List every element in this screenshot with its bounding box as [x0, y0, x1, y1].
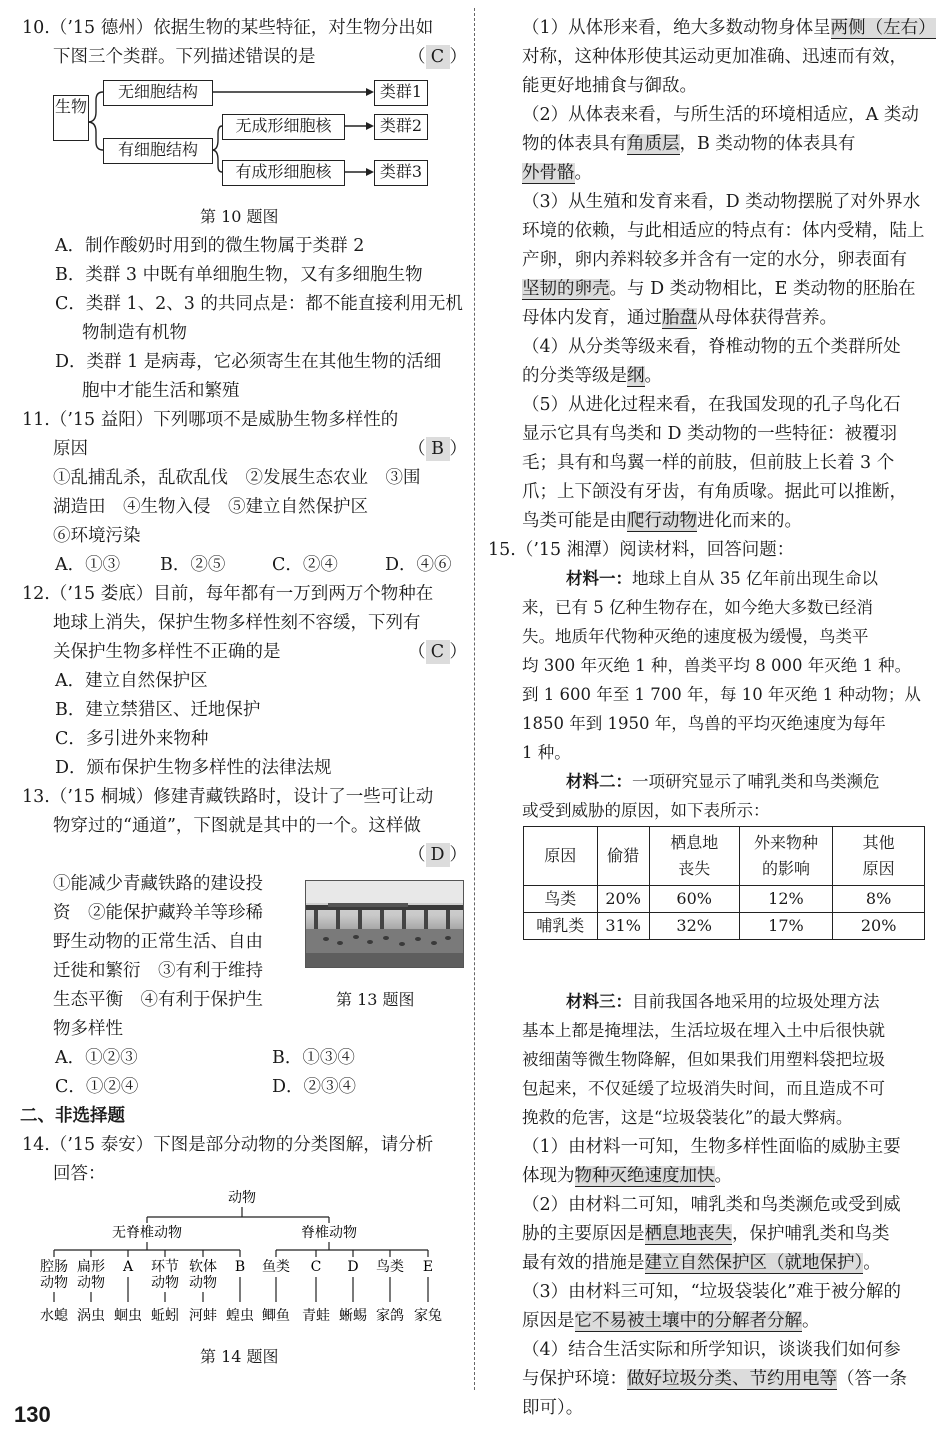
header-other-1: 其他	[862, 833, 895, 852]
q14-part2-line1: （2）从体表来看，与所生活的环境相适应，A 类动	[522, 105, 919, 125]
q15-material3-line5: 挽救的危害，这是“垃圾袋装化”的最大弊病。	[522, 1108, 853, 1127]
q15-a2-text-a: 胁的主要原因是	[522, 1224, 645, 1244]
q15-material1-label: 材料一：	[566, 569, 632, 588]
column-divider	[474, 8, 475, 1390]
tree-node-fish: 鱼类	[262, 1259, 290, 1275]
q15-material3-line1	[566, 990, 880, 1014]
q14-caption: 第 14 题图	[200, 1347, 279, 1366]
row-birds-habitat: 60%	[649, 886, 739, 913]
q10-option-d-line1: D．类群 1 是病毒，它必须寄生在其他生物的活细	[55, 352, 442, 372]
q10-caption: 第 10 题图	[200, 207, 279, 226]
q12-answer-value: C	[426, 640, 450, 664]
q15-answer1-line2	[522, 1164, 732, 1188]
row-birds-poach: 20%	[597, 886, 649, 913]
tree-node-b: B	[234, 1259, 246, 1275]
tree-leaf-pigeon: 家鸽	[376, 1308, 404, 1324]
q13-text-line2: 资 ②能保护藏羚羊等珍稀	[53, 903, 263, 923]
q12-answer: （ C ）	[408, 642, 467, 662]
tree-node-bird: 鸟类	[376, 1259, 404, 1275]
q15-material1-line7: 1 种。	[522, 743, 571, 762]
q15-material3-line3: 被细菌等微生物降解，但如果我们用塑料袋把垃圾	[522, 1050, 885, 1069]
q12-stem-line1: 12.（’15 娄底）目前，每年都有一万到两万个物种在	[22, 584, 434, 604]
q15-answer3-line1: （3）由材料三可知，“垃圾袋装化”难于被分解的	[522, 1282, 902, 1302]
q15-material3-line4: 包起来，不仅延缓了垃圾消失时间，而且造成不可	[522, 1079, 885, 1098]
q10-answer-value: C	[426, 45, 450, 69]
q11-option-a: A．①③	[55, 555, 121, 575]
header-alien-2: 的影响	[761, 859, 810, 878]
q15-material2-label: 材料二：	[566, 772, 632, 791]
tree-leaf-lizard: 蜥蜴	[339, 1308, 367, 1324]
tree-node-cnidaria-2: 动物	[40, 1275, 68, 1291]
q14-p5-answer: 爬行动物	[627, 511, 697, 531]
row-mammals-alien: 17%	[739, 913, 833, 940]
page-number: 130	[14, 1402, 51, 1427]
q13-text-line5: 生态平衡 ④有利于保护生	[53, 990, 263, 1010]
q14-p1-answer: 两侧（左右）	[830, 18, 936, 38]
q14-p4-text-a: 的分类等级是	[522, 366, 627, 386]
q14-p2-text-c: 。	[574, 163, 592, 183]
q14-part3-line4	[522, 277, 916, 301]
q13-text-line6: 物多样性	[53, 1019, 123, 1039]
q12-option-c: C．多引进外来物种	[55, 729, 209, 749]
tree-node-cnidaria-1: 腔肠	[40, 1259, 68, 1275]
q15-material1-text: 地球上自从 35 亿年前出现生命以	[632, 569, 878, 588]
q14-p3-text-c: 从母体获得营养。	[697, 308, 837, 328]
row-birds-other: 8%	[833, 886, 925, 913]
tree-node-annelid-1: 环节	[151, 1259, 179, 1275]
q13-stem-line1: 13.（’15 桐城）修建青藏铁路时，设计了一些可让动	[22, 787, 434, 807]
q15-answer4-line1: （4）结合生活实际和所学知识，谈谈我们如何参	[522, 1340, 901, 1360]
q14-part5-line1: （5）从进化过程来看，在我国发现的孔子鸟化石	[522, 395, 901, 415]
q14-p3-text-a: 。与 D 类动物相比，E 类动物的胚胎在	[609, 279, 916, 299]
q14-p3-text-b: 母体内发育，通过	[522, 308, 662, 328]
q14-part5-line3: 毛；具有和鸟翼一样的前肢，但前肢上长着 3 个	[522, 453, 895, 473]
q15-a2-text-b: ，保护哺乳类和鸟类	[732, 1224, 890, 1244]
q13-option-b: B．①③④	[272, 1048, 355, 1068]
tree-node-flatworm-2: 动物	[77, 1275, 105, 1291]
q13-caption: 第 13 题图	[336, 990, 415, 1009]
q11-items-line1: ①乱捕乱杀，乱砍乱伐 ②发展生态农业 ③围	[53, 468, 421, 488]
q11-items-line2: 湖造田 ④生物入侵 ⑤建立自然保护区	[53, 497, 368, 517]
tree-leaf-roundworm: 蛔虫	[114, 1308, 142, 1324]
q14-part2-line3	[522, 161, 592, 185]
q12-option-d: D．颁布保护生物多样性的法律法规	[55, 758, 332, 778]
header-other	[833, 827, 925, 886]
q15-material3-label: 材料三：	[566, 992, 632, 1011]
tree-vertebrates: 脊椎动物	[301, 1225, 357, 1241]
q15-material3-text: 目前我国各地采用的垃圾处理方法	[632, 992, 880, 1011]
tree-invertebrates: 无脊椎动物	[112, 1225, 182, 1241]
tree-leaf-mussel: 河蚌	[189, 1308, 217, 1324]
q13-stem-line2: 物穿过的“通道”，下图就是其中的一个。这样做	[53, 816, 421, 836]
q14-p5-text-a: 鸟类可能是由	[522, 511, 627, 531]
q10-option-b: B．类群 3 中既有单细胞生物，又有多细胞生物	[55, 265, 423, 285]
q15-a1-answer: 物种灭绝速度加快	[574, 1166, 715, 1186]
q14-part5-line2: 显示它具有鸟类和 D 类动物的一些特征：被覆羽	[522, 424, 898, 444]
q15-answer4-line3: 即可）。	[522, 1398, 584, 1418]
q10-option-c-line1: C．类群 1、2、3 的共同点是：都不能直接利用无机	[55, 294, 463, 314]
bridge-illustration	[306, 881, 463, 967]
q15-material2-line2: 或受到威胁的原因，如下表所示：	[522, 801, 770, 820]
q10-node-group1: 类群1	[374, 80, 428, 106]
row-mammals-poach: 31%	[597, 913, 649, 940]
q15-stem: 15.（’15 湘潭）阅读材料，回答问题：	[488, 540, 795, 560]
table-row	[524, 886, 925, 913]
q10-option-c-line2: 物制造有机物	[82, 323, 187, 343]
q11-option-b: B．②⑤	[160, 555, 226, 575]
section-2-heading: 二、非选择题	[20, 1106, 125, 1126]
tree-leaf-planarian: 涡虫	[77, 1308, 105, 1324]
q15-material2-text: 一项研究显示了哺乳类和鸟类濒危	[632, 772, 880, 791]
q13-option-d: D．②③④	[272, 1077, 357, 1097]
row-birds-alien: 12%	[739, 886, 833, 913]
tree-leaf-hydra: 水螅	[40, 1308, 68, 1324]
q10-node-no-cell: 无细胞结构	[103, 80, 213, 106]
q10-stem-line2: 下图三个类群。下列描述错误的是	[53, 47, 316, 67]
q14-stem-line1: 14.（’15 泰安）下图是部分动物的分类图解，请分析	[22, 1135, 434, 1155]
q15-a2-text-c: 最有效的措施是	[522, 1253, 645, 1273]
q15-material1-line3: 失。地质年代物种灭绝的速度极为缓慢，鸟类平	[522, 627, 869, 646]
q15-material1-line4: 均 300 年灭绝 1 种，兽类平均 8 000 年灭绝 1 种。	[522, 656, 912, 675]
q14-part1-line1	[522, 16, 936, 40]
q11-answer: （ B ）	[408, 439, 467, 459]
tree-leaf-crucian: 鲫鱼	[262, 1308, 290, 1324]
q14-p3-answer-1: 坚韧的卵壳	[522, 279, 610, 299]
q15-a3-text-a: 原因是	[522, 1311, 575, 1331]
q10-node-has-cell: 有细胞结构	[103, 138, 213, 164]
q11-stem-line2: 原因	[53, 439, 88, 459]
row-mammals-habitat: 32%	[649, 913, 739, 940]
q14-part1-line2: 对称，这种体形使其运动更加准确、迅速而有效，	[522, 47, 907, 67]
q15-a3-text-b: 。	[802, 1311, 820, 1331]
q14-p3-answer-2: 胎盘	[662, 308, 697, 328]
table-row	[524, 913, 925, 940]
q15-answer2-line1: （2）由材料二可知，哺乳类和鸟类濒危或受到威	[522, 1195, 901, 1215]
tree-node-mollusk-2: 动物	[189, 1275, 217, 1291]
q15-material3-line2: 基本上都是掩埋法，生活垃圾在埋入土中后很快就	[522, 1021, 885, 1040]
tree-leaf-rabbit: 家兔	[414, 1308, 442, 1324]
q14-p2-text-a: 物的体表具有	[522, 134, 627, 154]
q14-part5-line5	[522, 509, 802, 533]
q15-answer2-line2	[522, 1222, 890, 1246]
row-mammals-other: 20%	[833, 913, 925, 940]
header-alien-1: 外来物种	[753, 833, 818, 852]
q15-a2-text-d: 。	[863, 1253, 881, 1273]
q15-material2-line1	[566, 770, 880, 794]
q15-a2-answer-2: 建立自然保护区（就地保护）	[644, 1253, 864, 1273]
q15-material1-line2: 来，已有 5 亿种生物存在，如今绝大多数已经消	[522, 598, 873, 617]
header-poaching: 偷猎	[597, 827, 649, 886]
tree-node-d: D	[347, 1259, 359, 1275]
q10-node-no-nucleus: 无成形细胞核	[222, 114, 345, 140]
q14-p2-answer-2: 外骨骼	[522, 163, 575, 183]
q10-stem-line1: 10.（’15 德州）依据生物的某些特征，对生物分出如	[22, 18, 434, 38]
q14-part1-line3: 能更好地捕食与御敌。	[522, 76, 697, 96]
q15-answer2-line3	[522, 1251, 881, 1275]
q10-node-has-nucleus: 有成形细胞核	[222, 160, 345, 186]
tree-node-annelid-2: 动物	[151, 1275, 179, 1291]
q15-answer4-line2	[522, 1367, 907, 1391]
q13-text-line3: 野生动物的正常生活、自由	[53, 932, 263, 952]
q13-bridge-photo	[305, 880, 464, 968]
tree-leaf-locust: 蝗虫	[226, 1308, 254, 1324]
q14-p4-answer: 纲	[627, 366, 645, 386]
q14-p5-text-b: 进化而来的。	[697, 511, 802, 531]
tree-node-flatworm-1: 扁形	[77, 1259, 105, 1275]
q13-option-a: A．①②③	[55, 1048, 138, 1068]
q15-material1-line1	[566, 567, 878, 591]
q14-part2-line2	[522, 132, 855, 156]
row-birds-name: 鸟类	[524, 886, 598, 913]
q15-a3-answer: 它不易被土壤中的分解者分解	[574, 1311, 802, 1331]
tree-node-mollusk-1: 软体	[189, 1259, 217, 1275]
q15-a2-answer-1: 栖息地丧失	[644, 1224, 732, 1244]
tree-node-e: E	[422, 1259, 434, 1275]
q11-answer-value: B	[426, 437, 450, 461]
q13-text-line4: 迁徙和繁衍 ③有利于维持	[53, 961, 263, 981]
q14-part3-line5	[522, 306, 837, 330]
tree-leaf-frog: 青蛙	[302, 1308, 330, 1324]
header-other-2: 原因	[862, 859, 895, 878]
q14-part3-line2: 环境的依赖，与此相适应的特点有：体内受精，陆上	[522, 221, 925, 241]
q13-text-line1: ①能减少青藏铁路的建设投	[53, 874, 263, 894]
q15-a1-text-b: 。	[714, 1166, 732, 1186]
q10-answer: （ C ）	[408, 47, 467, 67]
q12-stem-line3: 关保护生物多样性不正确的是	[53, 642, 281, 662]
q14-stem-line2: 回答：	[53, 1164, 106, 1184]
q15-answer3-line2	[522, 1309, 820, 1333]
tree-node-c: C	[310, 1259, 322, 1275]
q14-p1-text: （1）从体形来看，绝大多数动物身体呈	[522, 18, 831, 38]
tree-node-a: A	[122, 1259, 134, 1275]
q10-option-a: A．制作酸奶时用到的微生物属于类群 2	[55, 236, 365, 256]
q14-part5-line4: 爪；上下颌没有牙齿，有角质喙。据此可以推断，	[522, 482, 907, 502]
q11-stem-line1: 11.（’15 益阳）下列哪项不是威胁生物多样性的	[22, 410, 399, 430]
q15-material1-line5: 到 1 600 年至 1 700 年，每 10 年灭绝 1 种动物；从	[522, 685, 921, 704]
q13-option-c: C．①②④	[55, 1077, 139, 1097]
row-mammals-name: 哺乳类	[524, 913, 598, 940]
q15-a4-answer: 做好垃圾分类、节约用电等	[627, 1369, 837, 1389]
q15-a1-text-a: 体现为	[522, 1166, 575, 1186]
q14-p2-text-b: ，B 类动物的体表具有	[679, 134, 856, 154]
header-alien	[739, 827, 833, 886]
q14-part4-line2	[522, 364, 662, 388]
q15-answer1-line1: （1）由材料一可知，生物多样性面临的威胁主要	[522, 1137, 901, 1157]
q12-option-b: B．建立禁猎区、迁地保护	[55, 700, 261, 720]
q14-part3-line1: （3）从生殖和发育来看，D 类动物摆脱了对外界水	[522, 192, 921, 212]
q14-p4-text-b: 。	[644, 366, 662, 386]
q11-option-c: C．②④	[272, 555, 338, 575]
q14-part4-line1: （4）从分类等级来看，脊椎动物的五个类群所处	[522, 337, 901, 357]
q11-items-line3: ⑥环境污染	[53, 526, 141, 546]
tree-root: 动物	[228, 1190, 256, 1206]
header-habitat	[649, 827, 739, 886]
q13-answer-value: D	[426, 843, 450, 867]
q13-answer: （ D ）	[408, 845, 467, 865]
q14-part3-line3: 产卵，卵内养料较多并含有一定的水分，卵表面有	[522, 250, 907, 270]
header-reason: 原因	[524, 827, 598, 886]
q14-p2-answer-1: 角质层	[627, 134, 680, 154]
tree-leaf-earthworm: 蚯蚓	[151, 1308, 179, 1324]
q11-option-d: D．④⑥	[385, 555, 452, 575]
q15-material1-line6: 1850 年到 1950 年，鸟兽的平均灭绝速度为每年	[522, 714, 886, 733]
header-habitat-2: 丧失	[678, 859, 711, 878]
q10-node-group3: 类群3	[374, 160, 428, 186]
q15-threat-table	[523, 826, 925, 940]
q10-node-organism: 生物	[53, 95, 89, 141]
q15-a4-text-b: （答一条	[837, 1369, 907, 1389]
q14-classification-tree	[0, 1185, 470, 1335]
q10-option-d-line2: 胞中才能生活和繁殖	[82, 381, 240, 401]
header-habitat-1: 栖息地	[670, 833, 719, 852]
q12-stem-line2: 地球上消失，保护生物多样性刻不容缓，下列有	[53, 613, 421, 633]
q10-node-group2: 类群2	[374, 114, 428, 140]
table-header-row	[524, 827, 925, 886]
q15-a4-text-a: 与保护环境：	[522, 1369, 627, 1389]
q12-option-a: A．建立自然保护区	[55, 671, 208, 691]
